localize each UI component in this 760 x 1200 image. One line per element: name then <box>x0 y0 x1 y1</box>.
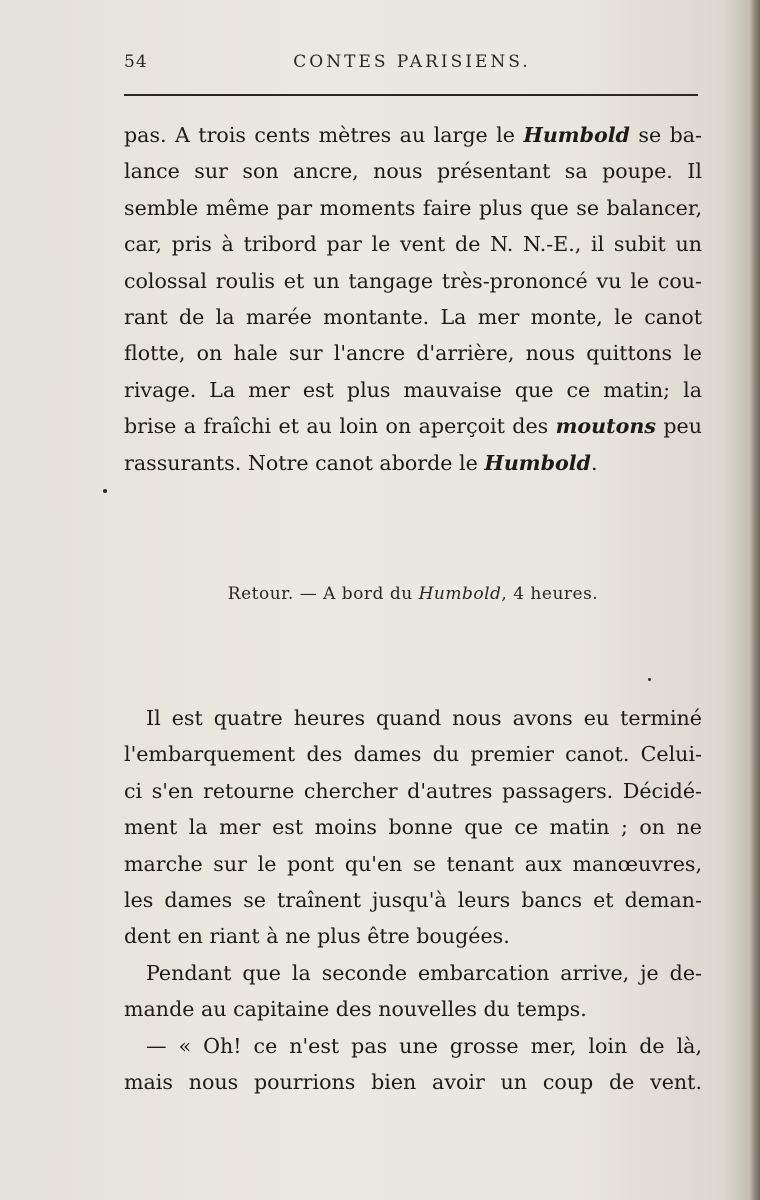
text-line: colossal roulis et un tangage très-prononcé vu le cou- <box>124 268 702 293</box>
paragraph-return <box>124 700 702 1100</box>
heading-text: , 4 heures. <box>501 584 599 604</box>
text-line: ment la mer est moins bonne que ce matin ; on ne <box>124 815 702 840</box>
header-rule <box>124 94 698 96</box>
text-line: car, pris à tribord par le vent de N. N.-E., il subit un <box>124 232 702 257</box>
ship-name: Humbold <box>484 450 591 475</box>
ship-name: Humbold <box>523 123 630 147</box>
text-line: mande au capitaine des nouvelles du temps. <box>124 997 587 1022</box>
text-line: Pendant que la seconde embarcation arrive, je de- <box>146 960 702 985</box>
text-line: rant de la marée montante. La mer monte, le canot <box>124 304 702 329</box>
text-line <box>124 117 702 153</box>
text-line: semble même par moments faire plus que se balancer, <box>124 195 702 220</box>
text-line <box>124 408 702 444</box>
text-line: rivage. La mer est plus mauvaise que ce matin; la <box>124 377 702 402</box>
ink-speck <box>103 489 107 493</box>
text-run: . <box>590 450 598 475</box>
running-title: CONTES PARISIENS. <box>293 52 531 72</box>
text-line: l'embarquement des dames du premier canot. Celui- <box>124 742 702 767</box>
text-run: pas. A trois cents mètres au large le <box>124 123 524 147</box>
running-head <box>124 52 700 82</box>
heading-text: Retour. — A bord du <box>227 584 419 604</box>
text-line: dent en riant à ne plus être bougées. <box>124 924 510 949</box>
text-run: rassurants. Notre canot aborde le <box>124 450 485 475</box>
text-run: peu <box>655 414 702 439</box>
page-number: 54 <box>124 52 148 72</box>
text-line <box>124 445 702 481</box>
ship-name: Humbold <box>418 584 502 604</box>
paragraph-arrival <box>124 117 702 481</box>
text-line: flotte, on hale sur l'ancre d'arrière, nous quittons le <box>124 341 702 366</box>
text-line: marche sur le pont qu'en se tenant aux manœuvres, <box>124 851 702 876</box>
ink-speck <box>648 678 651 681</box>
text-line: ci s'en retourne chercher d'autres passagers. Décidé- <box>124 778 702 803</box>
text-line: mais nous pourrions bien avoir un coup de vent. <box>124 1069 702 1094</box>
text-line: — « Oh! ce n'est pas une grosse mer, loin de là, <box>146 1033 702 1058</box>
section-heading <box>124 584 702 604</box>
text-line: les dames se traînent jusqu'à leurs bancs et deman- <box>124 887 702 912</box>
page-edge-shadow <box>748 0 760 1200</box>
text-run: brise a fraîchi et au loin on aperçoit des <box>124 414 556 439</box>
text-line: Il est quatre heures quand nous avons eu terminé <box>146 706 702 730</box>
text-line: lance sur son ancre, nous présentant sa poupe. Il <box>124 159 702 184</box>
emphasis-word: moutons <box>555 414 656 439</box>
text-run: se ba- <box>629 123 702 147</box>
